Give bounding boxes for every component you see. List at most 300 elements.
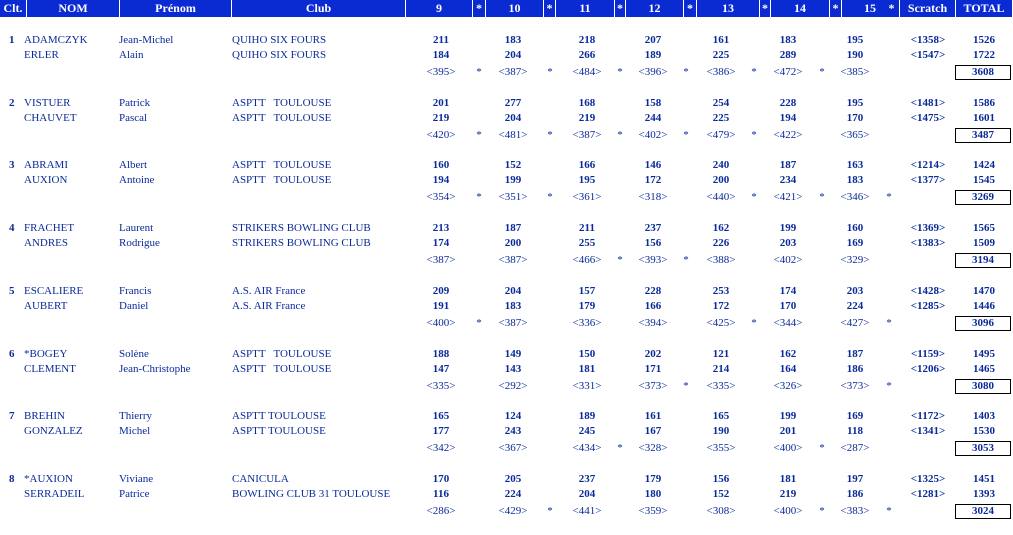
header-game-12: 12 (626, 0, 684, 17)
game-score: 170 (432, 473, 450, 485)
player-prenom: Alain (119, 49, 144, 61)
team-game-sum: <287> (840, 442, 870, 454)
team-rank: 6 (9, 348, 15, 360)
player-scratch: <1325> (910, 473, 946, 485)
player-total: 1530 (973, 425, 995, 437)
game-score: 254 (712, 97, 730, 109)
header-game-14: 14 (771, 0, 830, 17)
game-score: 203 (846, 285, 864, 297)
game-score: 179 (578, 300, 596, 312)
header-prenom: Prénom (120, 0, 232, 17)
player-nom: AUBERT (24, 300, 68, 312)
header-game-10: 10 (486, 0, 544, 17)
game-score: 160 (846, 222, 864, 234)
player-total: 1403 (973, 410, 995, 422)
game-score: 116 (433, 488, 449, 500)
game-score: 147 (432, 363, 450, 375)
game-score: 121 (712, 348, 730, 360)
player-prenom: Daniel (119, 300, 149, 312)
header-scratch: Scratch (900, 0, 956, 17)
game-score: 124 (504, 410, 522, 422)
team-star-marker: * (751, 129, 757, 141)
team-total-box: 3053 (955, 441, 1011, 456)
player-prenom: Jean-Michel (119, 34, 174, 46)
team-rank: 7 (9, 410, 15, 422)
team-game-sum: <354> (426, 191, 456, 203)
team-rank: 2 (9, 97, 15, 109)
player-nom: ANDRES (24, 237, 69, 249)
team-game-sum: <388> (706, 254, 736, 266)
player-prenom: Jean-Christophe (119, 363, 191, 375)
team-game-sum: <286> (426, 505, 456, 517)
team-rank: 4 (9, 222, 15, 234)
player-scratch: <1341> (910, 425, 946, 437)
team-game-sum: <387> (498, 317, 528, 329)
team-star-marker: * (683, 66, 689, 78)
player-prenom: Francis (119, 285, 152, 297)
player-prenom: Rodrigue (119, 237, 160, 249)
team-game-sum: <329> (840, 254, 870, 266)
team-game-sum: <355> (706, 442, 736, 454)
team-game-sum: <394> (638, 317, 668, 329)
game-score: 167 (644, 425, 662, 437)
team-star-marker: * (683, 129, 689, 141)
header-total: TOTAL (956, 0, 1013, 17)
team-game-sum: <440> (706, 191, 736, 203)
game-score: 237 (578, 473, 596, 485)
player-club: BOWLING CLUB 31 TOULOUSE (232, 488, 391, 500)
team-star-marker: * (886, 380, 892, 392)
game-score: 171 (644, 363, 662, 375)
game-score: 170 (846, 112, 864, 124)
player-prenom: Patrick (119, 97, 151, 109)
game-score: 170 (779, 300, 797, 312)
game-score: 240 (712, 159, 730, 171)
game-score: 166 (578, 159, 596, 171)
game-score: 202 (644, 348, 662, 360)
header-rank: Clt. (0, 0, 27, 17)
game-score: 234 (779, 174, 797, 186)
team-star-marker: * (819, 505, 825, 517)
header-game-11: 11 (556, 0, 615, 17)
team-game-sum: <434> (572, 442, 602, 454)
game-score: 168 (578, 97, 596, 109)
team-star-marker: * (547, 505, 553, 517)
player-total: 1451 (973, 473, 995, 485)
game-score: 207 (644, 34, 662, 46)
team-game-sum: <387> (498, 66, 528, 78)
team-game-sum: <421> (773, 191, 803, 203)
game-score: 219 (578, 112, 596, 124)
player-prenom: Solène (119, 348, 149, 360)
player-total: 1393 (973, 488, 995, 500)
team-game-sum: <387> (426, 254, 456, 266)
game-score: 190 (846, 49, 864, 61)
team-total-box: 3096 (955, 316, 1011, 331)
team-star-marker: * (476, 317, 482, 329)
player-nom: *AUXION (24, 473, 73, 485)
team-game-sum: <373> (638, 380, 668, 392)
team-total-box: 3269 (955, 190, 1011, 205)
player-total: 1495 (973, 348, 995, 360)
game-score: 149 (504, 348, 522, 360)
game-score: 186 (846, 488, 864, 500)
game-score: 146 (644, 159, 662, 171)
game-score: 200 (504, 237, 522, 249)
team-game-sum: <425> (706, 317, 736, 329)
team-game-sum: <427> (840, 317, 870, 329)
player-prenom: Michel (119, 425, 151, 437)
game-score: 183 (779, 34, 797, 46)
team-game-sum: <386> (706, 66, 736, 78)
team-star-marker: * (476, 66, 482, 78)
team-star-marker: * (683, 380, 689, 392)
player-scratch: <1358> (910, 34, 946, 46)
team-game-sum: <441> (572, 505, 602, 517)
player-club: QUIHO SIX FOURS (232, 34, 327, 46)
game-score: 213 (432, 222, 450, 234)
game-score: 190 (712, 425, 730, 437)
header-star-12: * (684, 0, 697, 17)
player-total: 1586 (973, 97, 995, 109)
team-game-sum: <402> (638, 129, 668, 141)
team-game-sum: <479> (706, 129, 736, 141)
team-total-box: 3608 (955, 65, 1011, 80)
team-game-sum: <328> (638, 442, 668, 454)
player-total: 1470 (973, 285, 995, 297)
game-score: 152 (504, 159, 522, 171)
team-star-marker: * (751, 317, 757, 329)
team-game-sum: <335> (706, 380, 736, 392)
player-club: QUIHO SIX FOURS (232, 49, 327, 61)
game-score: 203 (779, 237, 797, 249)
player-club: CANICULA (232, 473, 289, 485)
team-game-sum: <400> (773, 505, 803, 517)
team-game-sum: <466> (572, 254, 602, 266)
team-game-sum: <472> (773, 66, 803, 78)
game-score: 191 (432, 300, 450, 312)
game-score: 118 (847, 425, 863, 437)
game-score: 169 (846, 410, 864, 422)
game-score: 197 (846, 473, 864, 485)
team-star-marker: * (751, 191, 757, 203)
header-star-10: * (544, 0, 556, 17)
game-score: 157 (578, 285, 596, 297)
header-game-15: 15 (842, 0, 899, 17)
game-score: 204 (578, 488, 596, 500)
team-game-sum: <292> (498, 380, 528, 392)
game-score: 184 (432, 49, 450, 61)
player-club: ASPTT TOULOUSE (232, 425, 326, 437)
team-rank: 3 (9, 159, 15, 171)
team-rank: 1 (9, 34, 15, 46)
header-game-13: 13 (697, 0, 760, 17)
team-star-marker: * (617, 66, 623, 78)
game-score: 211 (579, 222, 595, 234)
team-star-marker: * (683, 254, 689, 266)
game-score: 201 (779, 425, 797, 437)
player-scratch: <1285> (910, 300, 946, 312)
player-club: ASPTT TOULOUSE (232, 410, 326, 422)
game-score: 186 (846, 363, 864, 375)
player-scratch: <1214> (910, 159, 946, 171)
player-nom: ESCALIERE (24, 285, 84, 297)
player-total: 1509 (973, 237, 995, 249)
team-game-sum: <373> (840, 380, 870, 392)
game-score: 187 (504, 222, 522, 234)
team-game-sum: <361> (572, 191, 602, 203)
team-game-sum: <346> (840, 191, 870, 203)
player-scratch: <1377> (910, 174, 946, 186)
game-score: 224 (504, 488, 522, 500)
game-score: 228 (779, 97, 797, 109)
team-star-marker: * (886, 191, 892, 203)
player-nom: BREHIN (24, 410, 65, 422)
team-game-sum: <400> (426, 317, 456, 329)
player-total: 1465 (973, 363, 995, 375)
player-nom: CLEMENT (24, 363, 76, 375)
player-scratch: <1547> (910, 49, 946, 61)
team-star-marker: * (547, 191, 553, 203)
team-star-marker: * (476, 129, 482, 141)
player-club: STRIKERS BOWLING CLUB (232, 237, 371, 249)
player-nom: ERLER (24, 49, 59, 61)
game-score: 172 (644, 174, 662, 186)
game-score: 161 (712, 34, 730, 46)
game-score: 162 (712, 222, 730, 234)
game-score: 228 (644, 285, 662, 297)
game-score: 253 (712, 285, 730, 297)
team-game-sum: <318> (638, 191, 668, 203)
game-score: 277 (504, 97, 522, 109)
game-score: 166 (644, 300, 662, 312)
player-scratch: <1475> (910, 112, 946, 124)
game-score: 211 (433, 34, 449, 46)
player-scratch: <1172> (911, 410, 945, 422)
player-scratch: <1159> (911, 348, 945, 360)
game-score: 224 (846, 300, 864, 312)
header-game-9: 9 (406, 0, 473, 17)
player-nom: FRACHET (24, 222, 75, 234)
team-game-sum: <422> (773, 129, 803, 141)
team-game-sum: <429> (498, 505, 528, 517)
player-club: A.S. AIR France (232, 300, 306, 312)
player-scratch: <1428> (910, 285, 946, 297)
game-score: 225 (712, 49, 730, 61)
team-game-sum: <396> (638, 66, 668, 78)
team-total-box: 3080 (955, 379, 1011, 394)
game-score: 169 (846, 237, 864, 249)
team-game-sum: <400> (773, 442, 803, 454)
player-nom: *BOGEY (24, 348, 68, 360)
team-game-sum: <393> (638, 254, 668, 266)
game-score: 156 (644, 237, 662, 249)
game-score: 243 (504, 425, 522, 437)
team-game-sum: <344> (773, 317, 803, 329)
player-total: 1722 (973, 49, 995, 61)
player-scratch: <1369> (910, 222, 946, 234)
game-score: 244 (644, 112, 662, 124)
team-game-sum: <367> (498, 442, 528, 454)
game-score: 194 (432, 174, 450, 186)
game-score: 245 (578, 425, 596, 437)
team-star-marker: * (819, 191, 825, 203)
player-scratch: <1206> (910, 363, 946, 375)
team-star-marker: * (886, 505, 892, 517)
game-score: 180 (644, 488, 662, 500)
game-score: 255 (578, 237, 596, 249)
player-scratch: <1383> (910, 237, 946, 249)
player-club: ASPTT TOULOUSE (232, 174, 332, 186)
player-total: 1526 (973, 34, 995, 46)
game-score: 183 (504, 300, 522, 312)
team-star-marker: * (819, 66, 825, 78)
game-score: 204 (504, 285, 522, 297)
game-score: 225 (712, 112, 730, 124)
game-score: 177 (432, 425, 450, 437)
player-prenom: Albert (119, 159, 148, 171)
game-score: 199 (504, 174, 522, 186)
game-score: 162 (779, 348, 797, 360)
game-score: 199 (779, 222, 797, 234)
team-star-marker: * (617, 129, 623, 141)
player-scratch: <1281> (910, 488, 946, 500)
team-game-sum: <395> (426, 66, 456, 78)
team-star-marker: * (547, 129, 553, 141)
team-game-sum: <342> (426, 442, 456, 454)
game-score: 195 (578, 174, 596, 186)
team-star-marker: * (819, 442, 825, 454)
game-score: 143 (504, 363, 522, 375)
player-total: 1424 (973, 159, 995, 171)
player-club: STRIKERS BOWLING CLUB (232, 222, 371, 234)
header-club: Club (232, 0, 406, 17)
game-score: 183 (846, 174, 864, 186)
player-prenom: Patrice (119, 488, 150, 500)
game-score: 214 (712, 363, 730, 375)
game-score: 204 (504, 112, 522, 124)
game-score: 195 (846, 97, 864, 109)
game-score: 204 (504, 49, 522, 61)
player-nom: ABRAMI (24, 159, 69, 171)
team-game-sum: <365> (840, 129, 870, 141)
team-star-marker: * (751, 66, 757, 78)
header-star-9: * (473, 0, 486, 17)
game-score: 165 (712, 410, 730, 422)
team-game-sum: <385> (840, 66, 870, 78)
team-total-box: 3024 (955, 504, 1011, 519)
game-score: 158 (644, 97, 662, 109)
game-score: 181 (779, 473, 797, 485)
player-total: 1545 (973, 174, 995, 186)
player-prenom: Pascal (119, 112, 148, 124)
game-score: 183 (504, 34, 522, 46)
game-score: 289 (779, 49, 797, 61)
player-club: ASPTT TOULOUSE (232, 159, 332, 171)
team-game-sum: <402> (773, 254, 803, 266)
game-score: 165 (432, 410, 450, 422)
player-total: 1601 (973, 112, 995, 124)
game-score: 161 (644, 410, 662, 422)
game-score: 266 (578, 49, 596, 61)
player-scratch: <1481> (910, 97, 946, 109)
team-game-sum: <308> (706, 505, 736, 517)
player-prenom: Antoine (119, 174, 155, 186)
team-total-box: 3194 (955, 253, 1011, 268)
game-score: 156 (712, 473, 730, 485)
game-score: 201 (432, 97, 450, 109)
team-star-marker: * (617, 254, 623, 266)
header-star-14: * (830, 0, 842, 17)
header-nom: NOM (27, 0, 120, 17)
team-game-sum: <331> (572, 380, 602, 392)
game-score: 195 (846, 34, 864, 46)
team-star-marker: * (886, 317, 892, 329)
game-score: 188 (432, 348, 450, 360)
team-game-sum: <420> (426, 129, 456, 141)
game-score: 174 (432, 237, 450, 249)
player-club: A.S. AIR France (232, 285, 306, 297)
game-score: 172 (712, 300, 730, 312)
player-prenom: Viviane (119, 473, 154, 485)
game-score: 219 (779, 488, 797, 500)
player-nom: CHAUVET (24, 112, 77, 124)
game-score: 218 (578, 34, 596, 46)
team-game-sum: <351> (498, 191, 528, 203)
player-club: ASPTT TOULOUSE (232, 97, 332, 109)
team-game-sum: <387> (572, 129, 602, 141)
player-prenom: Laurent (119, 222, 154, 234)
game-score: 200 (712, 174, 730, 186)
team-game-sum: <335> (426, 380, 456, 392)
team-star-marker: * (547, 66, 553, 78)
game-score: 205 (504, 473, 522, 485)
game-score: 209 (432, 285, 450, 297)
team-total-box: 3487 (955, 128, 1011, 143)
team-game-sum: <326> (773, 380, 803, 392)
game-score: 179 (644, 473, 662, 485)
team-game-sum: <484> (572, 66, 602, 78)
game-score: 150 (578, 348, 596, 360)
game-score: 189 (644, 49, 662, 61)
game-score: 187 (846, 348, 864, 360)
player-club: ASPTT TOULOUSE (232, 112, 332, 124)
team-game-sum: <383> (840, 505, 870, 517)
team-star-marker: * (476, 191, 482, 203)
team-game-sum: <359> (638, 505, 668, 517)
game-score: 189 (578, 410, 596, 422)
game-score: 237 (644, 222, 662, 234)
player-club: ASPTT TOULOUSE (232, 348, 332, 360)
header-star-13: * (760, 0, 771, 17)
player-total: 1446 (973, 300, 995, 312)
game-score: 226 (712, 237, 730, 249)
player-total: 1565 (973, 222, 995, 234)
player-nom: VISTUER (24, 97, 71, 109)
game-score: 152 (712, 488, 730, 500)
game-score: 199 (779, 410, 797, 422)
team-game-sum: <481> (498, 129, 528, 141)
player-nom: SERRADEIL (24, 488, 85, 500)
player-nom: GONZALEZ (24, 425, 83, 437)
team-game-sum: <387> (498, 254, 528, 266)
game-score: 219 (432, 112, 450, 124)
game-score: 187 (779, 159, 797, 171)
player-club: ASPTT TOULOUSE (232, 363, 332, 375)
game-score: 181 (578, 363, 596, 375)
game-score: 163 (846, 159, 864, 171)
game-score: 194 (779, 112, 797, 124)
